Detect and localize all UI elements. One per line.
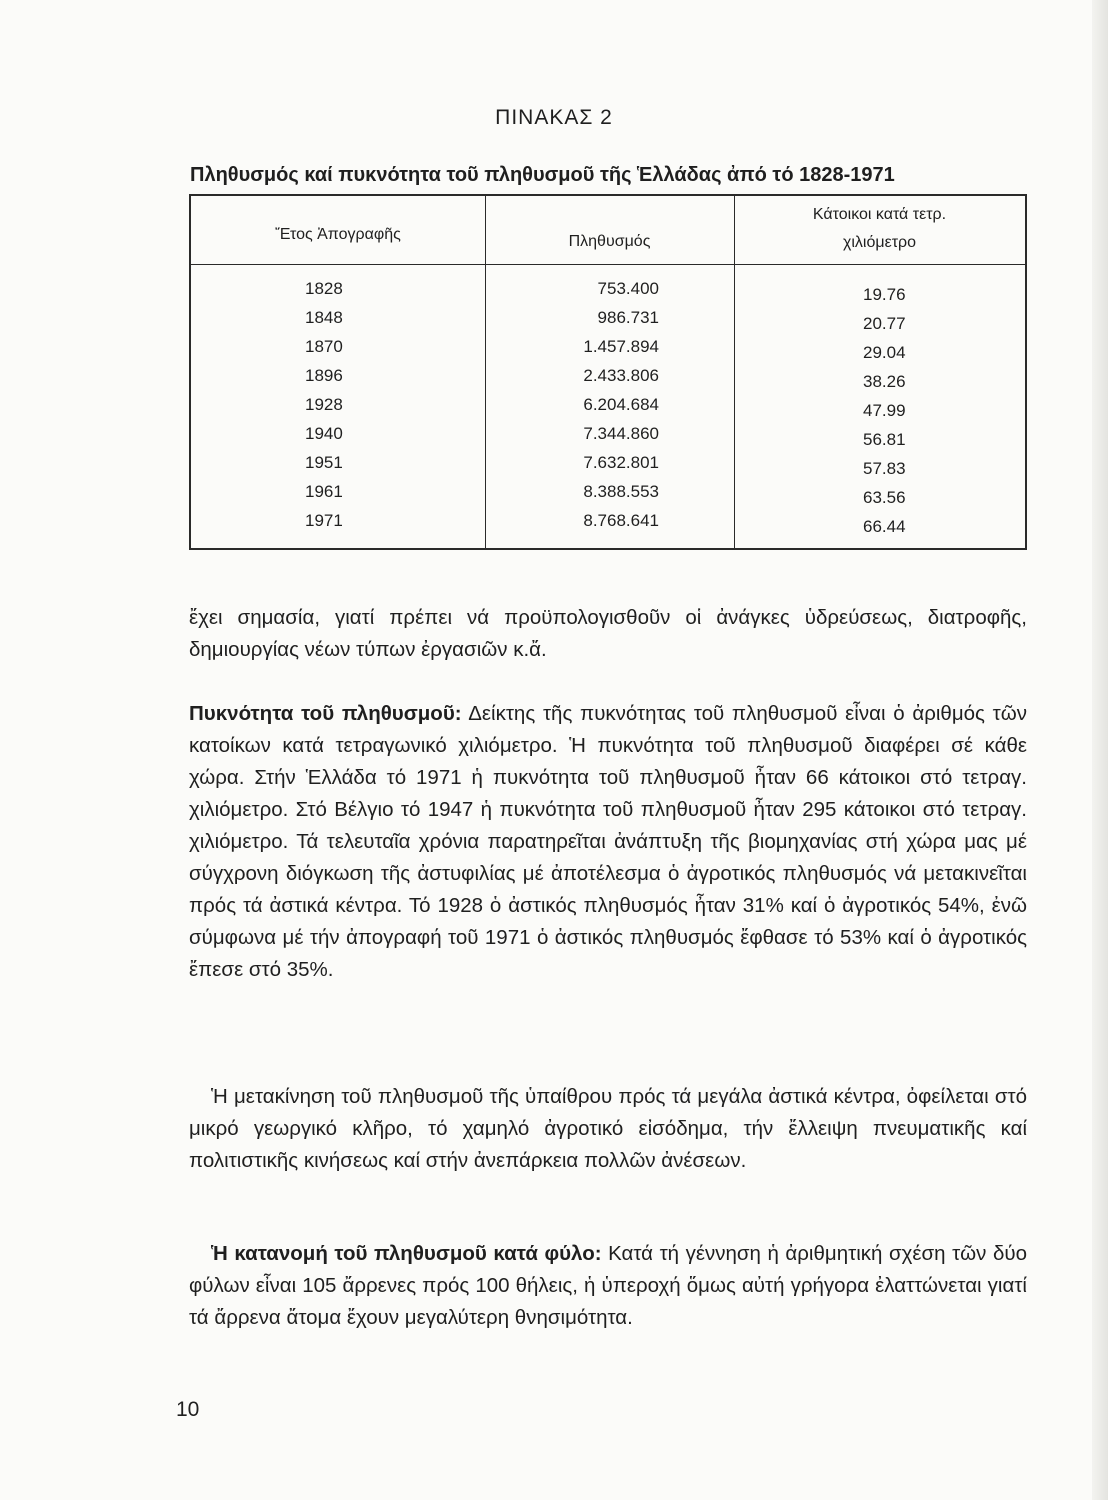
paragraph-density <box>189 698 1027 986</box>
cell-population: 2.433.806 <box>583 366 659 385</box>
cell-density: 56.81 <box>863 430 906 449</box>
cell-population: 6.204.684 <box>583 395 659 414</box>
header-density-line1: Κάτοικοι κατά τετρ. <box>812 206 947 223</box>
cell-population: 1.457.894 <box>583 337 659 356</box>
cell-year: 1961 <box>305 482 343 501</box>
sex-distribution-title: Ἡ κατανομή τοῦ πληθυσμοῦ κατά φύλο: <box>211 1242 602 1265</box>
cell-density: 57.83 <box>863 459 906 478</box>
table-heading: ΠΙΝΑΚΑΣ 2 <box>495 106 613 129</box>
population-table <box>189 194 1027 550</box>
cell-year: 1870 <box>305 337 343 356</box>
migration-text: Ἡ μετακίνηση τοῦ πληθυσμοῦ τῆς ὑπαίθρου πρός τά μεγάλα ἀστικά κέντρα, ὀφείλεται στό μικρό γεωργικό κλῆρο, τό χαμηλό ἀγροτικό εἰσόδημα, τήν ἔλλειψη πνευματικῆς καί πολιτιστικῆς κινήσεως καί στήν ἀνεπάρκεια πολλῶν ἀνέσεων. <box>189 1085 1027 1172</box>
cell-population: 986.731 <box>597 308 659 327</box>
cell-population: 8.388.553 <box>583 482 659 501</box>
density-section-title: Πυκνότητα τοῦ πληθυσμοῦ: <box>189 702 462 725</box>
cell-year: 1951 <box>305 453 343 472</box>
cell-population: 753.400 <box>597 279 659 298</box>
page-edge <box>1092 0 1108 1500</box>
paragraph-sex-distribution <box>189 1238 1027 1334</box>
cell-year: 1848 <box>305 308 343 327</box>
table-header-rule <box>191 264 1025 265</box>
table-caption: Πληθυσμός καί πυκνότητα τοῦ πληθυσμοῦ τῆς Ἑλλάδας ἀπό τό 1828-1971 <box>190 164 895 186</box>
cell-population: 7.632.801 <box>583 453 659 472</box>
cell-density: 47.99 <box>863 401 906 420</box>
cell-density: 63.56 <box>863 488 906 507</box>
sex-distribution-text: Κατά τή γέννηση ἡ ἀριθμητική σχέση τῶν δύο φύλων εἶναι 105 ἄρρενες πρός 100 θήλεις, ἡ ὑπεροχή ὅμως αὐτή γρήγορα ἐλαττώνεται γιατί τά ἄρρενα ἄτομα ἔχουν μεγαλύτερη θνησιμότητα. <box>189 1242 1027 1329</box>
column-population <box>561 274 659 535</box>
column-year <box>305 274 343 535</box>
cell-year: 1940 <box>305 424 343 443</box>
cell-density: 29.04 <box>863 343 906 362</box>
cell-population: 8.768.641 <box>583 511 659 530</box>
paragraph-needs: ἔχει σημασία, γιατί πρέπει νά προϋπολογισθοῦν οἱ ἀνάγκες ὑδρεύσεως, διατροφῆς, δημιουργίας νέων τύπων ἐργασιῶν κ.ἄ. <box>189 606 1027 661</box>
cell-year: 1896 <box>305 366 343 385</box>
cell-population: 7.344.860 <box>583 424 659 443</box>
header-density-line2: χιλιόμετρο <box>842 234 917 251</box>
cell-year: 1928 <box>305 395 343 414</box>
cell-density: 66.44 <box>863 517 906 536</box>
density-section-text: Δείκτης τῆς πυκνότητας τοῦ πληθυσμοῦ εἶναι ὁ ἀριθμός τῶν κατοίκων κατά τετραγωνικό χιλιόμετρο. Ἡ πυκνότητα τοῦ πληθυσμοῦ διαφέρει σέ κάθε χώρα. Στήν Ἑλλάδα τό 1971 ἡ πυκνότητα τοῦ πληθυσμοῦ ἦταν 66 κάτοικοι στό τετραγ. χιλιόμετρο. Στό Βέλγιο τό 1947 ἡ πυκνότητα τοῦ πληθυσμοῦ ἦταν 295 κάτοικοι στό τετραγ. χιλιόμετρο. Τά τελευταῖα χρόνια παρατηρεῖται ἀνάπτυξη τῆς βιομηχανίας στή χώρα μας μέ σύγχρονη διόγκωση τῆς ἀστυφιλίας μέ ἀποτέλεσμα ὁ ἀγροτικός πληθυσμός νά μετακινεῖται πρός τά ἀστικά κέντρα. Τό 1928 ὁ ἀστικός πληθυσμός ἦταν 31% καί ὁ ἀγροτικός 54%, ἐνῶ σύμφωνα μέ τήν ἀπογραφή τοῦ 1971 ὁ ἀστικός πληθυσμός ἔφθασε τό 53% καί ὁ ἀγροτικός ἔπεσε στό 35%. <box>189 702 1028 981</box>
header-year: Ἔτος Ἀπογραφῆς <box>275 226 401 243</box>
column-density <box>863 280 906 541</box>
page-number: 10 <box>176 1398 200 1421</box>
cell-density: 38.26 <box>863 372 906 391</box>
header-population: Πληθυσμός <box>568 233 651 250</box>
paragraph-migration <box>189 1081 1027 1177</box>
cell-year: 1828 <box>305 279 343 298</box>
cell-density: 20.77 <box>863 314 906 333</box>
cell-density: 19.76 <box>863 285 906 304</box>
cell-year: 1971 <box>305 511 343 530</box>
